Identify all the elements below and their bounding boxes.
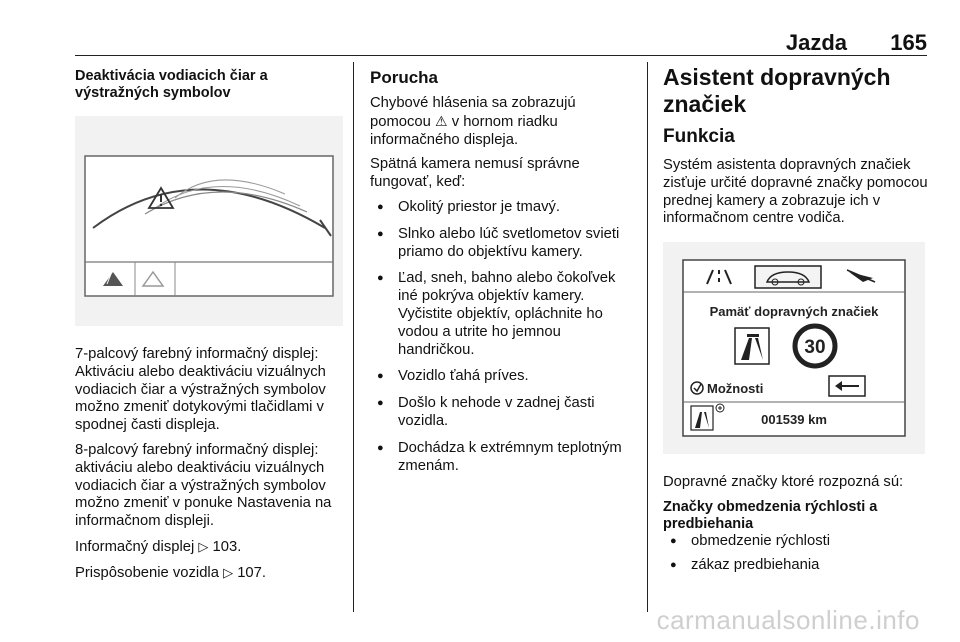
subheading-speed-overtaking: Značky obmedzenia rýchlosti a predbiehania <box>663 498 878 532</box>
page-reference-icon: ▷ <box>198 538 209 554</box>
page-reference-icon: ▷ <box>223 564 234 580</box>
back-arrow-icon[interactable] <box>829 376 865 396</box>
subheading-deactivation: Deaktivácia vodiacich čiar a výstražných symbolov <box>75 68 268 101</box>
paragraph-7-inch: 7-palcový farebný informačný displej: Aktiváciu alebo deaktiváciu vizuálnych vodiacich čiar a výstražných symbolov možno zmeniť dotykovými tlačidlami v spodnej časti displeja. <box>75 346 326 434</box>
heading-traffic-sign-assistant: Asistent dopravných značiek <box>663 64 891 117</box>
heading-function: Funkcia <box>663 126 735 147</box>
paragraph-text: Chybové hlásenia sa zobrazujú pomocou <box>370 95 576 130</box>
list-item: ● Dochádza k extrémnym teplotným zmenám. <box>370 440 635 476</box>
column-1 <box>75 62 343 590</box>
odometer-readout: 001539 km <box>761 412 827 428</box>
reference-page: 107. <box>237 564 267 581</box>
reference-info-display[interactable] <box>75 538 343 557</box>
display-title: Pamäť dopravných značiek <box>709 304 879 320</box>
camera-guidelines-graphic <box>75 116 343 326</box>
list-item: ● Okolitý priestor je tmavý. <box>370 199 635 217</box>
vehicle-tab-icon[interactable] <box>755 266 821 288</box>
list-item: ● Ľad, sneh, bahno alebo čokoľvek iné pokrýva objektív kamery. Vyčistite objektív, opláchnite ho vodou a utrite ho jemnou handričkou. <box>370 270 635 359</box>
reference-text: Prispôsobenie vozidla <box>75 564 219 581</box>
paragraph-recognized-signs: Dopravné značky ktoré rozpozná sú: <box>663 474 904 491</box>
list-item: ● Došlo k nehode v zadnej časti vozidla. <box>370 395 635 431</box>
camera-display-illustration <box>75 116 343 326</box>
column-divider-1 <box>353 62 354 612</box>
speed-limit-value: 30 <box>804 337 826 359</box>
highway-small-icon <box>691 406 713 430</box>
highway-sign-icon <box>735 328 769 364</box>
section-title: Jazda <box>785 30 847 55</box>
recognized-signs-list <box>663 533 928 575</box>
reference-vehicle-personalization[interactable] <box>75 564 343 583</box>
traffic-sign-display-graphic <box>663 242 925 454</box>
page-header <box>75 30 927 55</box>
list-item: ● zákaz predbiehania <box>663 557 928 575</box>
list-item: ● Vozidlo ťahá príves. <box>370 368 635 386</box>
speed-limit-sign-icon <box>795 326 835 366</box>
header-rule <box>75 55 927 56</box>
paragraph-system-description: Systém asistenta dopravných značiek zisťuje určité dopravné značky pomocou prednej kamery a zobrazuje ich v informačnom centre vodiča. <box>663 157 928 227</box>
fault-conditions-list <box>370 199 635 475</box>
page-number: 165 <box>890 30 927 55</box>
plus-badge-icon <box>716 404 724 412</box>
paragraph-text: v hornom riadku informačného displeja. <box>370 113 558 148</box>
column-2 <box>370 62 635 484</box>
column-divider-2 <box>647 62 648 612</box>
paragraph-camera-may-not-work: Spätná kamera nemusí správne fungovať, keď: <box>370 156 580 191</box>
warning-icon: ⚠ <box>435 112 448 129</box>
column-3 <box>663 62 928 581</box>
traffic-sign-display-illustration <box>663 242 925 454</box>
options-label[interactable]: Možnosti <box>707 381 764 397</box>
heading-fault: Porucha <box>370 68 439 87</box>
paragraph-error-messages <box>370 95 635 149</box>
reference-text: Informačný displej <box>75 538 195 555</box>
paragraph-8-inch: 8-palcový farebný informačný displej: aktiváciu alebo deaktiváciu vizuálnych vodiacich čiar a výstražných symbolov možno zmeniť v ponuke Nastavenia na informačnom displeji. <box>75 441 332 530</box>
list-item: ● Slnko alebo lúč svetlometov svieti priamo do objektívu kamery. <box>370 226 635 262</box>
reference-page: 103. <box>212 538 242 555</box>
list-item: ● obmedzenie rýchlosti <box>663 533 928 551</box>
watermark: carmanualsonline.info <box>656 605 920 635</box>
